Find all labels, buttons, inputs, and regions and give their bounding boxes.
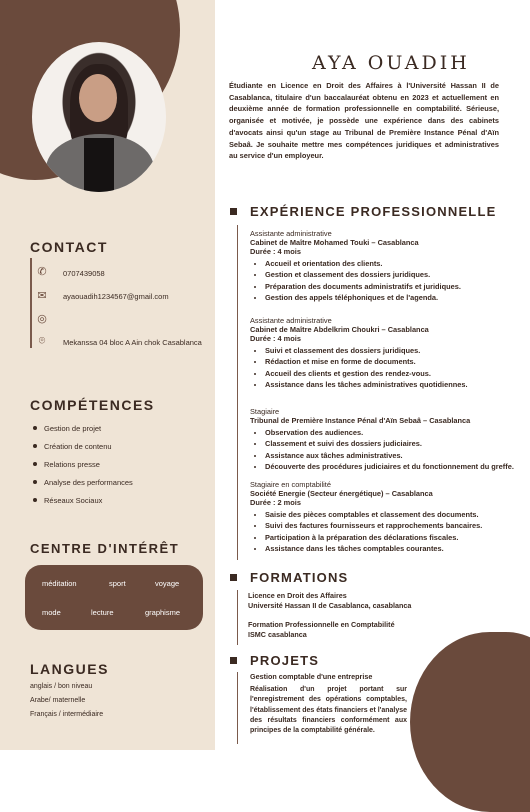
skills-title: COMPÉTENCES — [30, 397, 155, 413]
task-item: • Accueil des clients et gestion des rendez-vous. — [265, 369, 520, 378]
language-item: Arabe/ maternelle — [30, 697, 86, 704]
formations-title: FORMATIONS — [250, 570, 349, 585]
task-item: • Observation des audiences. — [265, 428, 520, 437]
task-item: • Rédaction et mise en forme de documents. — [265, 357, 520, 366]
job-entry: Assistante administrative Cabinet de Maître Mohamed Touki – Casablanca Durée : 4 mois • Accueil et orientation des clients. • Gestion et classement des dossiers juridiques. • Préparation des documents administratifs et juridiques. • Gestion des appels téléphoniques et de l'agenda. — [250, 229, 520, 305]
email-icon: ✉ — [37, 290, 47, 302]
contact-email: ayaouadih1234567@gmail.com — [63, 292, 169, 301]
contact-address: Mekanssa 04 bloc A Ain chok Casablanca — [63, 338, 202, 347]
section-marker-icon — [230, 208, 237, 215]
interest-item: sport — [109, 579, 126, 588]
contact-title: CONTACT — [30, 239, 108, 255]
candidate-name: AYA OUADIH — [312, 52, 470, 74]
project-description: Réalisation d'un projet portant sur l'enregistrement des opérations comptables, l'établissement des états financiers et l'analyse des résultats financiers conformément aux principes de la comptabilité générale. — [250, 686, 408, 735]
job-entry: Assistante administrative Cabinet de Maître Abdelkrim Choukri – Casablanca Durée : 4 mois • Suivi et classement des dossiers juridiques. • Rédaction et mise en forme de documents. • Accueil des clients et gestion des rendez-vous. • Assistance dans les tâches administratives quotidiennes. — [250, 316, 520, 392]
interest-item: lecture — [91, 608, 114, 617]
interest-item: voyage — [155, 579, 180, 588]
task-item: • Découverte des procédures judiciaires et du fonctionnement du greffe. — [265, 462, 520, 471]
job-entry: Stagiaire Tribunal de Première Instance Pénal d'Aïn Sebaâ – Casablanca • Observation des audiences. • Classement et suivi des dossiers judiciaires. • Assistance aux tâches administratives. • Découverte des procédures judiciaires et du fonctionnement du greffe. — [250, 407, 520, 474]
experience-divider — [237, 225, 238, 560]
location-icon: ⌾ — [38, 335, 46, 347]
skills-list — [30, 424, 133, 514]
skill-item: Réseaux Sociaux — [30, 496, 133, 514]
profile-summary: Étudiante en Licence en Droit des Affaires à l'Université Hassan II de Casablanca, titulaire d'un baccalauréat obtenu en 2023 et actuellement en deuxième année de formation professionnelle en comptabilité. Sérieuse, organisée et motivée, je possède une expérience dans des cabinets d'avocats ainsi qu'un stage au Tribunal de Première Instance Pénal d'Aïn Sebaâ. Je souhaite mettre mes compétences juridiques et administratives au service d'un employeur. — [229, 81, 499, 161]
interest-item: graphisme — [145, 608, 181, 617]
task-item: • Suivi et classement des dossiers juridiques. — [265, 346, 520, 355]
language-item: Français / intermédiaire — [30, 711, 104, 718]
interest-item: mode — [42, 608, 61, 617]
task-item: • Préparation des documents administratifs et juridiques. — [265, 282, 520, 291]
projects-title: PROJETS — [250, 653, 320, 668]
task-item: • Saisie des pièces comptables et classement des documents. — [265, 510, 520, 519]
skill-item: Analyse des performances — [30, 478, 133, 496]
task-item: • Gestion et classement des dossiers juridiques. — [265, 270, 520, 279]
job-entry: Stagiaire en comptabilité Société Energie (Secteur énergétique) – Casablanca Durée : 2 mois • Saisie des pièces comptables et classement des documents. • Suivi des factures fournisseurs et rapprochements bancaires. • Participation à la préparation des déclarations fiscales. • Assistance dans les tâches comptables courantes. — [250, 480, 520, 556]
projects-divider — [237, 672, 238, 744]
interest-item: méditation — [42, 579, 77, 588]
section-marker-icon — [230, 574, 237, 581]
phone-icon: ✆ — [37, 266, 47, 278]
skill-item: Gestion de projet — [30, 424, 133, 442]
job-tasks — [250, 510, 520, 553]
experience-title: EXPÉRIENCE PROFESSIONNELLE — [250, 204, 497, 219]
decor-blob — [410, 632, 530, 812]
project-title: Gestion comptable d'une entreprise — [250, 672, 373, 681]
web-icon: ◎ — [37, 313, 47, 325]
formations-divider — [237, 590, 238, 645]
profile-photo — [32, 42, 166, 192]
contact-divider — [30, 258, 32, 348]
interests-title: CENTRE D'INTÉRÊT — [30, 541, 180, 556]
task-item: • Accueil et orientation des clients. — [265, 259, 520, 268]
task-item: • Classement et suivi des dossiers judiciaires. — [265, 439, 520, 448]
task-item: • Assistance aux tâches administratives. — [265, 451, 520, 460]
formation-entry: Licence en Droit des Affaires Université Hassan II de Casablanca, casablanca — [248, 591, 412, 610]
task-item: • Participation à la préparation des déclarations fiscales. — [265, 533, 520, 542]
job-tasks — [250, 346, 520, 389]
formation-entry: Formation Professionnelle en Comptabilité ISMC casablanca — [248, 620, 395, 639]
language-item: anglais / bon niveau — [30, 683, 93, 690]
task-item: • Assistance dans les tâches comptables courantes. — [265, 544, 520, 553]
task-item: • Suivi des factures fournisseurs et rapprochements bancaires. — [265, 521, 520, 530]
job-tasks — [250, 259, 520, 302]
contact-phone: 0707439058 — [63, 269, 105, 278]
languages-title: LANGUES — [30, 661, 109, 677]
skill-item: Relations presse — [30, 460, 133, 478]
task-item: • Assistance dans les tâches administratives quotidiennes. — [265, 380, 520, 389]
skill-item: Création de contenu — [30, 442, 133, 460]
sidebar — [0, 0, 215, 750]
job-tasks — [250, 428, 520, 471]
section-marker-icon — [230, 657, 237, 664]
interests-box — [25, 565, 203, 630]
task-item: • Gestion des appels téléphoniques et de l'agenda. — [265, 293, 520, 302]
